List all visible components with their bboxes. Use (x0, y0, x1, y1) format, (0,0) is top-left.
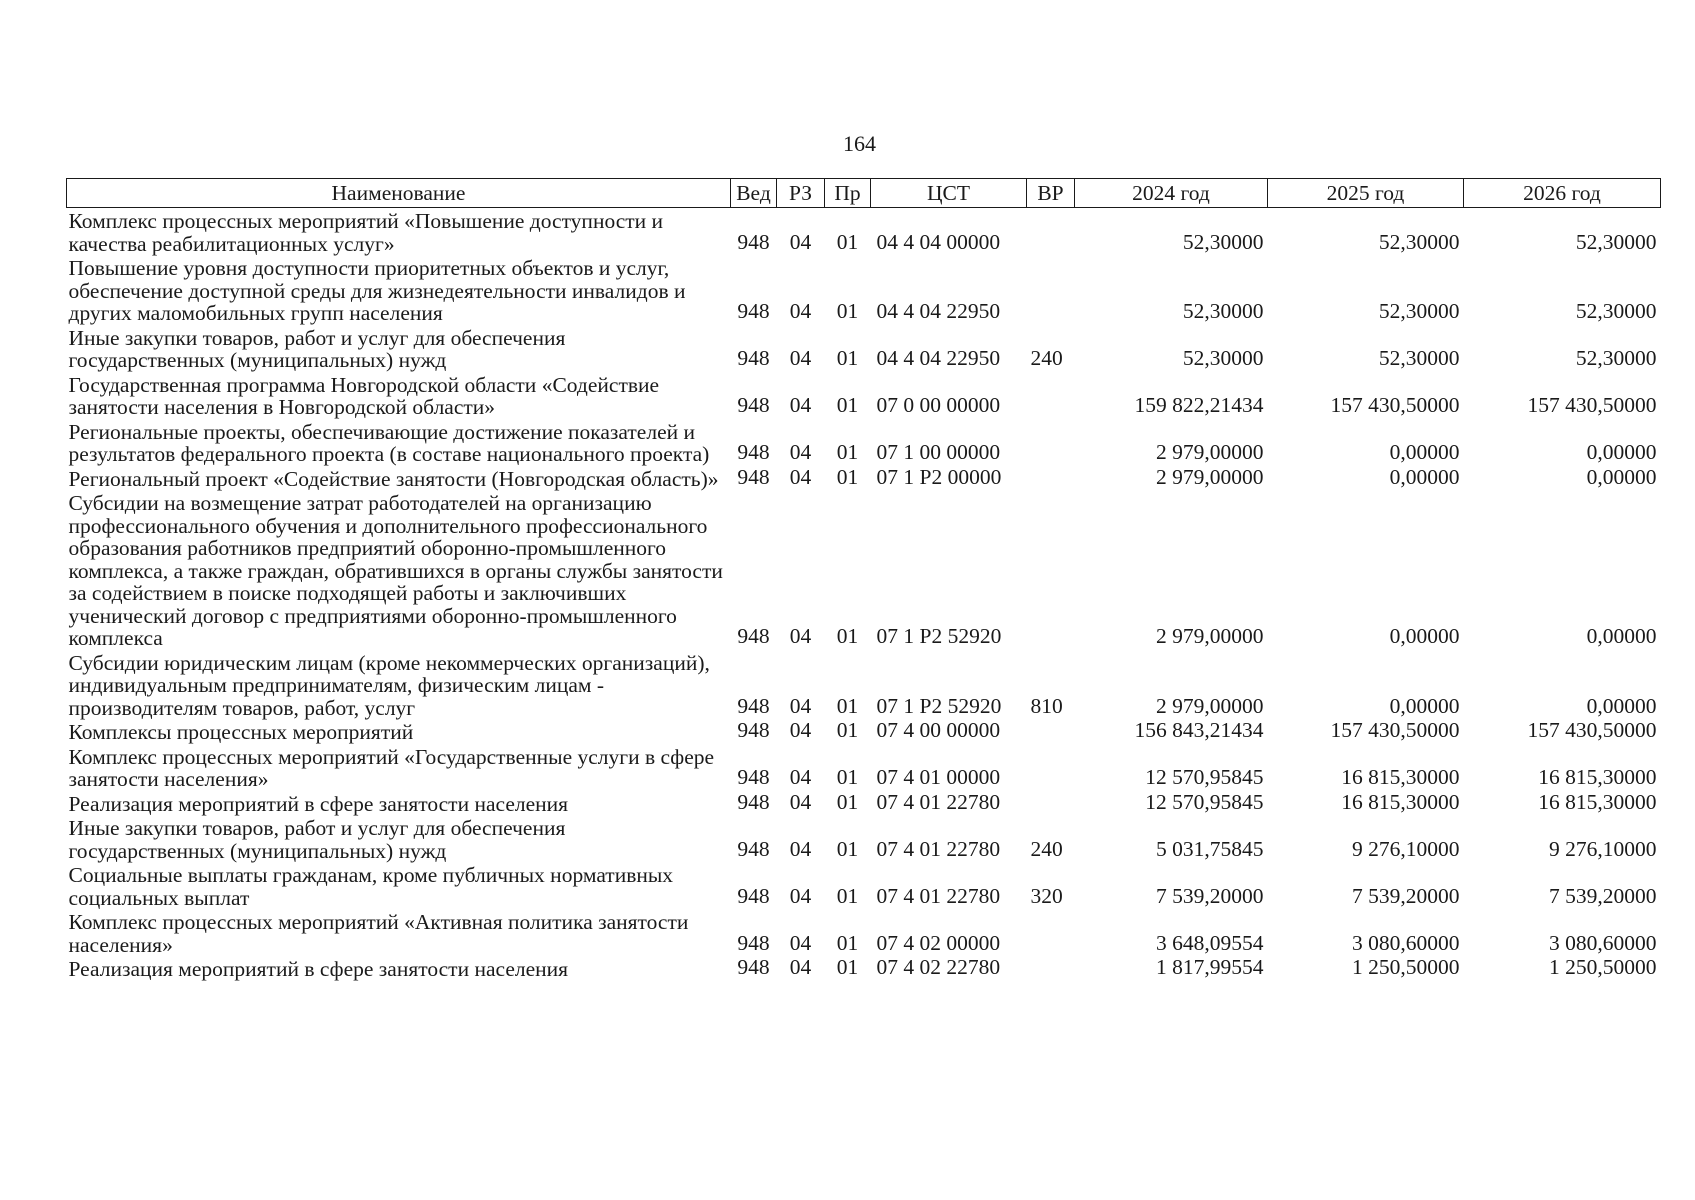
cell-2026: 1 250,50000 (1549, 955, 1657, 979)
cell-name: Региональный проект «Содействие занятости (Новгородская область)» (68, 466, 719, 491)
cell-2026: 3 080,60000 (1549, 930, 1657, 955)
cell-cst: 07 1 Р2 00000 (876, 464, 1002, 489)
cell-2026: 157 430,50000 (1527, 393, 1657, 417)
table-row (67, 650, 1661, 720)
cell-2025: 157 430,50000 (1330, 718, 1460, 742)
cell-2024: 1 817,99554 (1156, 955, 1264, 979)
cell-rz: 04 (789, 464, 812, 489)
cell-rz: 04 (789, 765, 812, 789)
cell-2026: 16 815,30000 (1538, 789, 1657, 814)
cell-ved: 948 (737, 836, 770, 861)
cell-vr (1027, 956, 1075, 981)
cell-pr: 01 (836, 836, 859, 861)
header-2026: 2026 год (1464, 179, 1661, 208)
cell-2024: 52,30000 (1182, 346, 1264, 370)
cell-name: Субсидии на возмещение затрат работодателей на организацию профессионального обучения и дополнительного профессионального образования работников предприятий оборонно-промышленного комплекса, а также граждан, обратившихся в органы службы занятости за содействием в поиске подходящей работы и заключивших ученический договор с предприятиями оборонно-промышленного комплекса (68, 491, 723, 650)
cell-rz: 04 (789, 299, 812, 323)
cell-2024: 52,30000 (1182, 229, 1264, 254)
cell-rz: 04 (789, 624, 812, 648)
header-name: Наименование (67, 179, 731, 208)
table-row (67, 956, 1661, 981)
cell-ved: 948 (737, 789, 770, 814)
cell-2024: 52,30000 (1182, 299, 1264, 323)
cell-2025: 52,30000 (1378, 229, 1460, 254)
cell-rz: 04 (789, 789, 812, 814)
cell-ved: 948 (737, 930, 770, 955)
cell-pr: 01 (836, 464, 859, 489)
cell-2025: 0,00000 (1389, 464, 1460, 489)
cell-2024: 12 570,95845 (1145, 789, 1264, 814)
cell-rz: 04 (789, 883, 812, 908)
cell-cst: 04 4 04 00000 (876, 229, 1001, 254)
table-row (67, 466, 1661, 491)
header-ved: Вед (731, 179, 777, 208)
cell-pr: 01 (836, 955, 859, 979)
cell-2026: 0,00000 (1586, 464, 1657, 489)
table-body (67, 208, 1661, 981)
cell-2024: 156 843,21434 (1134, 718, 1264, 742)
cell-pr: 01 (836, 883, 859, 908)
cell-2025: 0,00000 (1389, 440, 1460, 464)
cell-ved: 948 (737, 765, 770, 789)
cell-2024: 12 570,95845 (1145, 765, 1264, 789)
cell-cst: 04 4 04 22950 (876, 346, 1001, 370)
cell-2025: 16 815,30000 (1341, 789, 1460, 814)
cell-2025: 1 250,50000 (1352, 955, 1460, 979)
cell-2024: 2 979,00000 (1156, 693, 1264, 718)
cell-rz: 04 (789, 930, 812, 955)
cell-cst: 07 4 02 22780 (876, 955, 1001, 979)
cell-name: Иные закупки товаров, работ и услуг для обеспечения государственных (муниципальных) нужд (68, 816, 566, 863)
cell-2024: 2 979,00000 (1156, 440, 1264, 464)
cell-vr: 240 (1030, 836, 1063, 861)
cell-2025: 0,00000 (1389, 624, 1460, 648)
cell-2026: 7 539,20000 (1549, 883, 1657, 908)
cell-pr: 01 (836, 393, 859, 417)
cell-cst: 07 0 00 00000 (876, 393, 1001, 417)
cell-2026: 52,30000 (1575, 346, 1657, 370)
cell-pr: 01 (836, 789, 859, 814)
cell-ved: 948 (737, 393, 770, 417)
cell-2024: 2 979,00000 (1156, 624, 1264, 648)
cell-2025: 9 276,10000 (1352, 836, 1460, 861)
cell-2025: 52,30000 (1378, 299, 1460, 323)
cell-vr (1027, 490, 1075, 650)
table-row (67, 719, 1661, 744)
cell-vr (1027, 419, 1075, 466)
cell-ved: 948 (737, 440, 770, 464)
cell-2024: 5 031,75845 (1156, 836, 1264, 861)
cell-2026: 157 430,50000 (1527, 718, 1657, 742)
cell-name: Региональные проекты, обеспечивающие достижение показателей и результатов федерального проекта (в составе национального проекта) (68, 419, 710, 466)
table-header (67, 179, 1661, 208)
cell-cst: 07 4 00 00000 (876, 718, 1001, 742)
cell-rz: 04 (789, 229, 812, 254)
cell-cst: 07 4 02 00000 (876, 930, 1001, 955)
table-row (67, 791, 1661, 816)
table-row (67, 909, 1661, 956)
cell-name: Комплексы процессных мероприятий (68, 720, 414, 744)
cell-vr (1027, 208, 1075, 256)
header-pr: Пр (825, 179, 871, 208)
cell-cst: 07 4 01 22780 (876, 789, 1001, 814)
cell-name: Иные закупки товаров, работ и услуг для обеспечения государственных (муниципальных) нужд (68, 325, 566, 372)
table-row (67, 255, 1661, 325)
cell-2026: 9 276,10000 (1549, 836, 1657, 861)
cell-2026: 0,00000 (1586, 624, 1657, 648)
cell-cst: 07 4 01 00000 (876, 765, 1001, 789)
cell-rz: 04 (789, 346, 812, 370)
cell-pr: 01 (836, 440, 859, 464)
cell-rz: 04 (789, 393, 812, 417)
cell-2025: 52,30000 (1378, 346, 1460, 370)
cell-vr: 240 (1030, 346, 1063, 370)
cell-ved: 948 (737, 346, 770, 370)
table-row (67, 744, 1661, 791)
cell-2024: 159 822,21434 (1134, 393, 1264, 417)
cell-pr: 01 (836, 229, 859, 254)
cell-vr (1027, 744, 1075, 791)
header-rz: РЗ (777, 179, 825, 208)
cell-2025: 7 539,20000 (1352, 883, 1460, 908)
header-2024: 2024 год (1075, 179, 1268, 208)
cell-pr: 01 (836, 693, 859, 718)
cell-name: Реализация мероприятий в сфере занятости населения (68, 791, 569, 816)
cell-pr: 01 (836, 299, 859, 323)
cell-2024: 2 979,00000 (1156, 464, 1264, 489)
cell-pr: 01 (836, 624, 859, 648)
cell-pr: 01 (836, 346, 859, 370)
cell-cst: 07 4 01 22780 (876, 836, 1001, 861)
budget-table (66, 178, 1661, 981)
cell-vr: 810 (1030, 693, 1063, 718)
cell-2026: 0,00000 (1586, 693, 1657, 718)
cell-ved: 948 (737, 464, 770, 489)
cell-2024: 3 648,09554 (1156, 930, 1264, 955)
cell-name: Государственная программа Новгородской области «Содействие занятости населения в Новгородской области» (68, 372, 660, 419)
cell-cst: 07 1 Р2 52920 (876, 693, 1002, 718)
cell-2025: 157 430,50000 (1330, 393, 1460, 417)
page-number: 164 (843, 131, 876, 156)
table-row (67, 372, 1661, 419)
cell-2025: 16 815,30000 (1341, 765, 1460, 789)
cell-rz: 04 (789, 440, 812, 464)
cell-name: Комплекс процессных мероприятий «Активная политика занятости населения» (68, 910, 689, 957)
table-row (67, 490, 1661, 650)
cell-cst: 07 4 01 22780 (876, 883, 1001, 908)
cell-vr (1027, 791, 1075, 816)
table-row (67, 815, 1661, 862)
cell-name: Социальные выплаты гражданам, кроме публичных нормативных социальных выплат (68, 863, 674, 910)
header-row (67, 179, 1661, 208)
cell-vr (1027, 466, 1075, 491)
cell-2026: 52,30000 (1575, 229, 1657, 254)
table-row (67, 862, 1661, 909)
cell-rz: 04 (789, 718, 812, 742)
cell-vr: 320 (1030, 883, 1063, 908)
cell-name: Комплекс процессных мероприятий «Повышение доступности и качества реабилитационных услуг» (68, 209, 664, 256)
cell-ved: 948 (737, 299, 770, 323)
cell-vr (1027, 719, 1075, 744)
cell-pr: 01 (836, 718, 859, 742)
cell-ved: 948 (737, 693, 770, 718)
cell-cst: 07 1 00 00000 (876, 440, 1001, 464)
cell-vr (1027, 255, 1075, 325)
cell-cst: 07 1 Р2 52920 (876, 624, 1002, 648)
cell-name: Комплекс процессных мероприятий «Государственные услуги в сфере занятости населения» (68, 744, 715, 791)
table-row (67, 325, 1661, 372)
cell-ved: 948 (737, 624, 770, 648)
cell-name: Повышение уровня доступности приоритетных объектов и услуг, обеспечение доступной среды для жизнедеятельности инвалидов и других маломобильных групп населения (68, 256, 686, 325)
cell-rz: 04 (789, 955, 812, 979)
header-2025: 2025 год (1268, 179, 1464, 208)
cell-rz: 04 (789, 693, 812, 718)
cell-2026: 52,30000 (1575, 299, 1657, 323)
header-cst: ЦСТ (871, 179, 1027, 208)
cell-2026: 16 815,30000 (1538, 765, 1657, 789)
cell-vr (1027, 372, 1075, 419)
cell-name: Субсидии юридическим лицам (кроме некоммерческих организаций), индивидуальным предпринимателям, физическим лицам - производителям товаров, работ, услуг (68, 650, 710, 720)
cell-ved: 948 (737, 229, 770, 254)
cell-cst: 04 4 04 22950 (876, 299, 1001, 323)
cell-name: Реализация мероприятий в сфере занятости населения (68, 957, 569, 981)
table-row (67, 208, 1661, 256)
cell-vr (1027, 909, 1075, 956)
cell-ved: 948 (737, 718, 770, 742)
cell-ved: 948 (737, 883, 770, 908)
cell-2026: 0,00000 (1586, 440, 1657, 464)
table-row (67, 419, 1661, 466)
header-vr: ВР (1027, 179, 1075, 208)
cell-pr: 01 (836, 765, 859, 789)
cell-rz: 04 (789, 836, 812, 861)
cell-2025: 3 080,60000 (1352, 930, 1460, 955)
cell-2025: 0,00000 (1389, 693, 1460, 718)
cell-2024: 7 539,20000 (1156, 883, 1264, 908)
cell-ved: 948 (737, 955, 770, 979)
cell-pr: 01 (836, 930, 859, 955)
